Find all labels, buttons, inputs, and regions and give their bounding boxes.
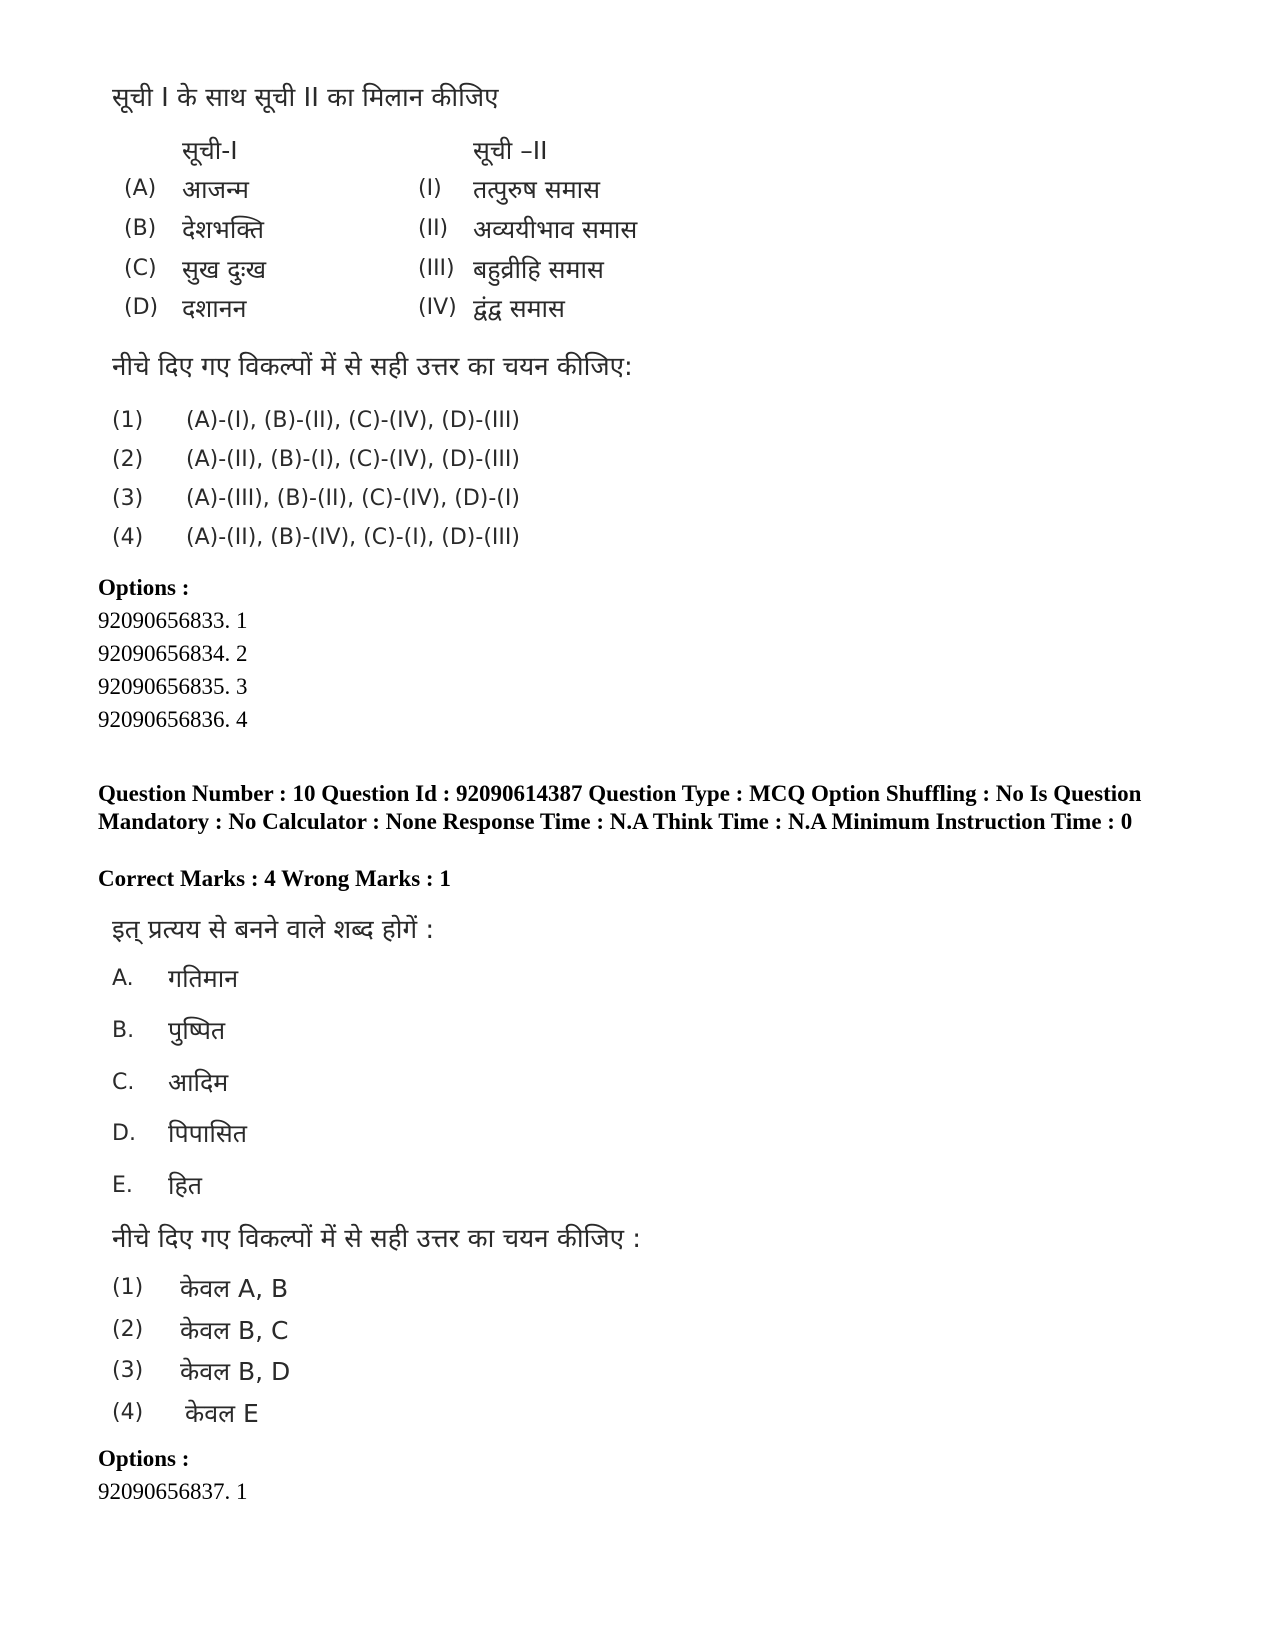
list2-item: अव्ययीभाव समास bbox=[473, 215, 638, 244]
choice-number: (3) bbox=[112, 486, 144, 511]
choice-number: (1) bbox=[112, 408, 144, 433]
list2-item: द्वंद्व समास bbox=[473, 294, 565, 323]
question-marks: Correct Marks : 4 Wrong Marks : 1 bbox=[98, 866, 451, 891]
choice-text: केवल B, C bbox=[180, 1316, 289, 1345]
options-label: Options : bbox=[98, 1446, 190, 1471]
choice-number: (2) bbox=[112, 447, 144, 472]
item-label: E. bbox=[112, 1173, 133, 1198]
option-line: 92090656833. 1 bbox=[98, 608, 248, 633]
q10-instruction: नीचे दिए गए विकल्पों में से सही उत्तर का चयन कीजिए : bbox=[112, 1224, 642, 1254]
choice-text: केवल A, B bbox=[180, 1274, 289, 1303]
choice-number: (1) bbox=[112, 1275, 144, 1300]
list1-item: सुख दुःख bbox=[182, 255, 267, 284]
question-meta: Question Number : 10 Question Id : 92090614387 Question Type : MCQ Option Shuffling : No Is Question Mandatory : No Calculator : None Response Time : N.A Think Time : N.A Minimum Instruction Time : 0 bbox=[98, 781, 1142, 834]
options-label: Options : bbox=[98, 575, 190, 600]
item-label: A. bbox=[112, 966, 134, 991]
choice-number: (4) bbox=[112, 525, 144, 550]
option-line: 92090656836. 4 bbox=[98, 707, 248, 732]
item-text: गतिमान bbox=[168, 964, 239, 993]
option-line: 92090656835. 3 bbox=[98, 674, 248, 699]
list1-header: सूची-I bbox=[182, 136, 238, 165]
list1-label: (C) bbox=[124, 256, 157, 281]
choice-text: केवल E bbox=[185, 1399, 259, 1428]
list1-label: (D) bbox=[124, 295, 159, 320]
q9-instruction: नीचे दिए गए विकल्पों में से सही उत्तर का चयन कीजिए: bbox=[112, 352, 633, 382]
item-text: आदिम bbox=[168, 1068, 229, 1097]
item-label: B. bbox=[112, 1018, 135, 1043]
choice-text: केवल B, D bbox=[180, 1357, 291, 1386]
q10-prompt: इत् प्रत्यय से बनने वाले शब्द होगें : bbox=[112, 915, 435, 945]
item-text: पुष्पित bbox=[168, 1016, 226, 1045]
list1-label: (A) bbox=[124, 176, 157, 201]
choice-text: (A)-(II), (B)-(I), (C)-(IV), (D)-(III) bbox=[186, 447, 520, 472]
option-line: 92090656837. 1 bbox=[98, 1479, 248, 1504]
list1-item: आजन्म bbox=[182, 175, 250, 204]
choice-text: (A)-(III), (B)-(II), (C)-(IV), (D)-(I) bbox=[186, 486, 520, 511]
list2-label: (I) bbox=[418, 176, 442, 201]
list1-item: देशभक्ति bbox=[182, 215, 264, 244]
q9-prompt: सूची I के साथ सूची II का मिलान कीजिए bbox=[112, 83, 499, 113]
list2-label: (IV) bbox=[418, 295, 457, 320]
item-text: पिपासित bbox=[168, 1119, 247, 1148]
item-label: D. bbox=[112, 1121, 136, 1146]
option-line: 92090656834. 2 bbox=[98, 641, 248, 666]
list2-label: (III) bbox=[418, 256, 455, 281]
item-label: C. bbox=[112, 1070, 135, 1095]
list2-header: सूची –II bbox=[473, 136, 548, 165]
choice-number: (2) bbox=[112, 1317, 144, 1342]
choice-number: (4) bbox=[112, 1400, 144, 1425]
list1-item: दशानन bbox=[182, 294, 247, 323]
list2-item: तत्पुरुष समास bbox=[473, 175, 601, 204]
choice-number: (3) bbox=[112, 1358, 144, 1383]
choice-text: (A)-(I), (B)-(II), (C)-(IV), (D)-(III) bbox=[186, 408, 520, 433]
list1-label: (B) bbox=[124, 216, 157, 241]
list2-item: बहुव्रीहि समास bbox=[473, 255, 604, 284]
item-text: हित bbox=[168, 1171, 203, 1200]
list2-label: (II) bbox=[418, 216, 449, 241]
choice-text: (A)-(II), (B)-(IV), (C)-(I), (D)-(III) bbox=[186, 525, 520, 550]
